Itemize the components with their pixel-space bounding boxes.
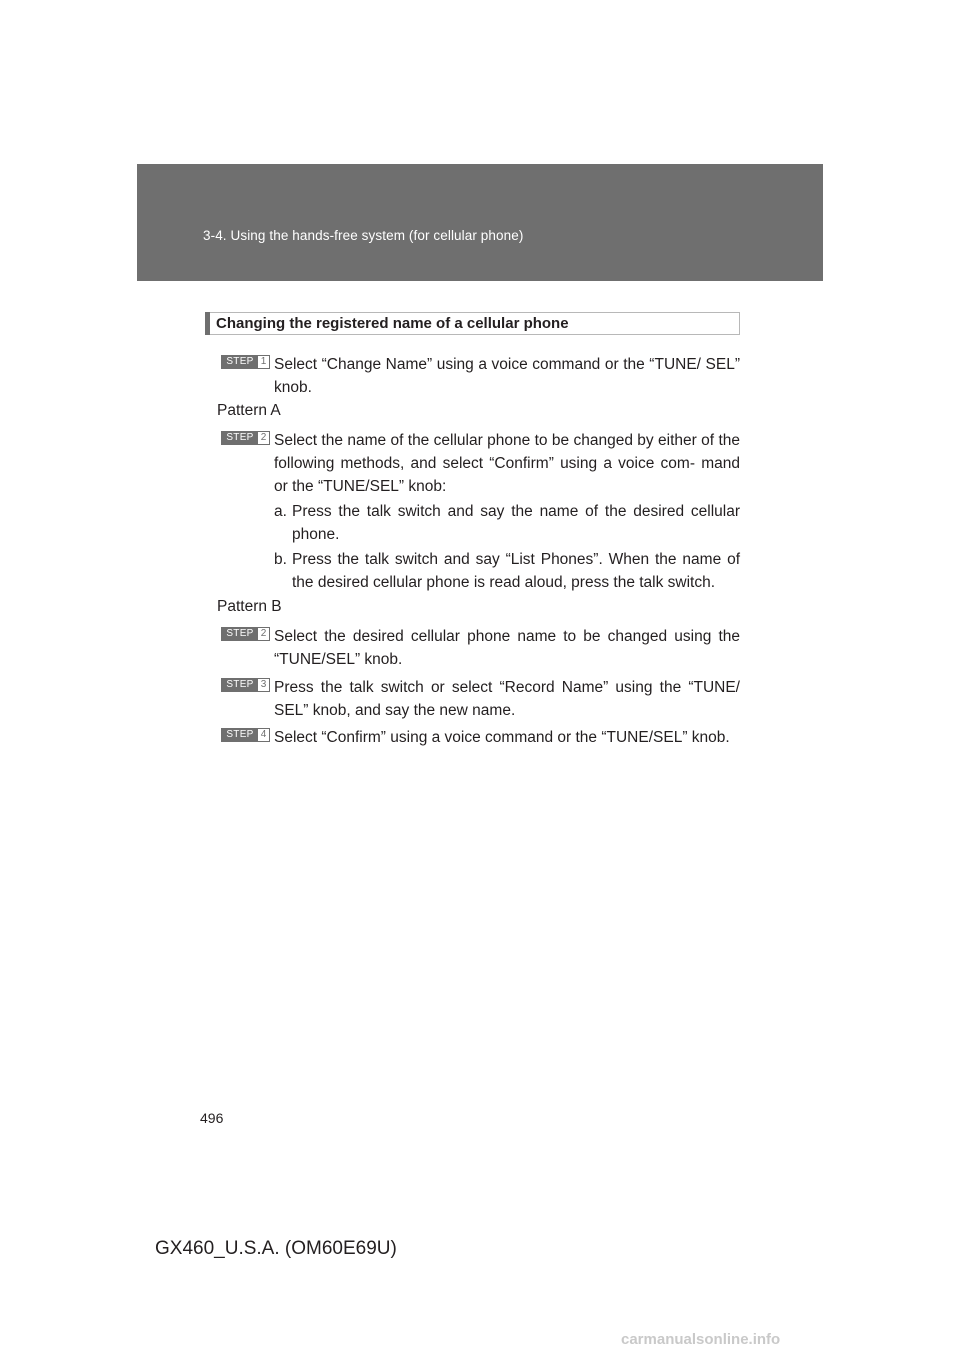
method-text: Press the talk switch and say “List Phones”. When the name of the desired cellular phone is read aloud, press the talk switch. (292, 551, 740, 591)
step-text: Select “Change Name” using a voice command or the “TUNE/ SEL” knob. (274, 356, 740, 396)
watermark: carmanualsonline.info (621, 1331, 781, 1348)
step-text: Select the desired cellular phone name to be changed using the “TUNE/SEL” knob. (274, 628, 740, 668)
step-4 (221, 726, 740, 749)
step-badge-number: 2 (260, 432, 267, 443)
step-text: Press the talk switch or select “Record Name” using the “TUNE/ SEL” knob, and say the new name. (274, 679, 740, 719)
step-badge-word: STEP (222, 432, 258, 444)
method-letter: a. (274, 503, 287, 520)
step-badge-number: 4 (260, 729, 267, 740)
section-title: 3-4. Using the hands-free system (for cellular phone) (203, 228, 524, 243)
step-badge (221, 678, 270, 692)
step-badge-word: STEP (222, 679, 258, 691)
step-badge (221, 355, 270, 369)
method-b (274, 548, 740, 594)
step-2-pattern-a (221, 429, 740, 498)
step-badge (221, 627, 270, 641)
footer-model-code: GX460_U.S.A. (OM60E69U) (155, 1238, 397, 1259)
step-1 (221, 353, 740, 399)
step-badge (221, 431, 270, 445)
method-a (274, 500, 740, 546)
step-badge-word: STEP (222, 628, 258, 640)
step-2-pattern-b (221, 625, 740, 671)
method-letter: b. (274, 551, 287, 568)
step-badge-word: STEP (222, 729, 258, 741)
step-3 (221, 676, 740, 722)
section-heading (205, 312, 740, 335)
step-text: Select the name of the cellular phone to be changed by either of the following methods, and select “Confirm” using a voice com- mand or the “TUNE/SEL” knob: (274, 432, 740, 495)
heading-text: Changing the registered name of a cellular phone (216, 315, 569, 332)
pattern-b-label: Pattern B (217, 598, 282, 615)
step-badge (221, 728, 270, 742)
step-badge-number: 1 (260, 356, 267, 367)
method-text: Press the talk switch and say the name of the desired cellular phone. (292, 503, 740, 543)
header-band (137, 164, 823, 281)
step-badge-word: STEP (222, 356, 258, 368)
page-number: 496 (200, 1110, 224, 1126)
step-badge-number: 3 (260, 679, 267, 690)
heading-accent-bar (205, 312, 210, 335)
step-badge-number: 2 (260, 628, 267, 639)
pattern-a-label: Pattern A (217, 402, 281, 419)
step-text: Select “Confirm” using a voice command or the “TUNE/SEL” knob. (274, 729, 730, 746)
